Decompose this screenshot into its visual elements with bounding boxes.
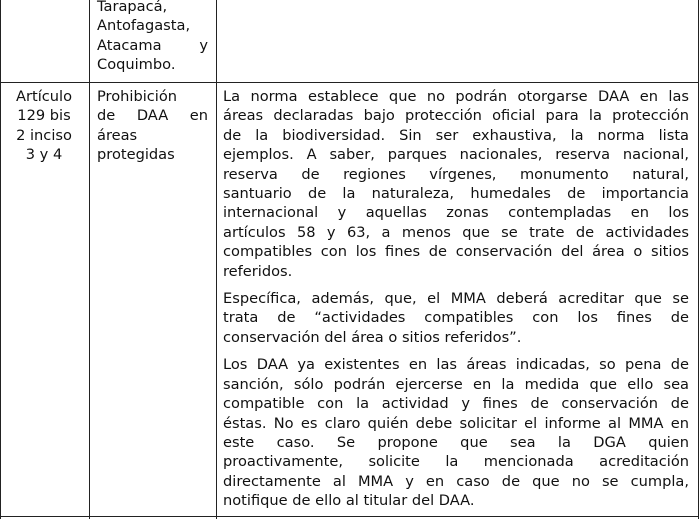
table-row-divider xyxy=(0,82,699,83)
table-col-divider-1 xyxy=(89,0,90,519)
topic-line: áreas xyxy=(97,126,138,144)
topic-line: Antofagasta, xyxy=(97,17,191,35)
paragraph-line: compatible con la actividad y fines de conservación de xyxy=(223,395,689,413)
article-line: 2 inciso xyxy=(16,126,72,144)
paragraph-line: ejemplos. A saber, parques nacionales, reserva nacional, xyxy=(223,146,689,164)
article-cell xyxy=(4,87,84,165)
description-paragraph-3 xyxy=(223,355,689,510)
description-paragraph-1 xyxy=(223,87,689,281)
paragraph-line: conservación del área o sitios referidos”. xyxy=(223,328,522,346)
topic-line: Prohibición xyxy=(97,88,178,105)
paragraph-line: notifique de ello al titular del DAA. xyxy=(223,492,475,510)
article-line: 3 y 4 xyxy=(25,146,63,164)
paragraph-line: santuario de la naturaleza, humedales de importancia xyxy=(223,185,689,203)
topic-cell xyxy=(97,87,208,165)
paragraph-line: de la biodiversidad. Sin ser exhaustiva, la norma lista xyxy=(223,126,689,144)
paragraph-line: sanción, sólo podrán ejercerse en la medida que ello sea xyxy=(223,375,689,393)
topic-line: Coquimbo. xyxy=(97,56,176,74)
paragraph-line: éstas. No es claro quién debe solicitar el informe al MMA en xyxy=(223,414,689,432)
paragraph-line: artículos 58 y 63, a menos que se trate de actividades xyxy=(223,223,689,241)
paragraph-line: trata de “actividades compatibles con los fines de xyxy=(223,309,689,327)
topic-line: Atacama y xyxy=(97,36,208,54)
paragraph-line: proactivamente, solicite la mencionada acreditación xyxy=(223,453,689,471)
table-border-right xyxy=(698,0,699,519)
top-row-topic-cell xyxy=(97,0,208,75)
paragraph-line: compatibles con los fines de conservación del área o sitios xyxy=(223,243,689,261)
paragraph-line: La norma establece que no podrán otorgarse DAA en las xyxy=(223,88,689,105)
article-line: 129 bis xyxy=(17,107,71,125)
description-cell xyxy=(223,87,689,511)
table-border-left xyxy=(0,0,1,519)
paragraph-line: internacional y aquellas zonas contempladas en los xyxy=(223,204,689,222)
paragraph-line: Los DAA ya existentes en las áreas indicadas, so pena de xyxy=(223,356,689,374)
table-col-divider-2 xyxy=(216,0,217,519)
article-line: Artículo xyxy=(15,88,73,105)
paragraph-line: directamente al MMA y en caso de que no se cumpla, xyxy=(223,472,689,490)
table-border-bottom xyxy=(0,516,699,517)
topic-line: Tarapacá, xyxy=(97,0,168,15)
paragraph-line: áreas declaradas bajo protección oficial para la protección xyxy=(223,107,689,125)
topic-line: de DAA en xyxy=(97,107,208,125)
paragraph-line: reserva de regiones vírgenes, monumento natural, xyxy=(223,165,689,183)
paragraph-line: este caso. Se propone que sea la DGA quien xyxy=(223,433,689,451)
topic-line: protegidas xyxy=(97,146,175,164)
paragraph-line: referidos. xyxy=(223,262,293,280)
paragraph-line: Específica, además, que, el MMA deberá acreditar que se xyxy=(223,290,689,308)
description-paragraph-2 xyxy=(223,289,689,347)
